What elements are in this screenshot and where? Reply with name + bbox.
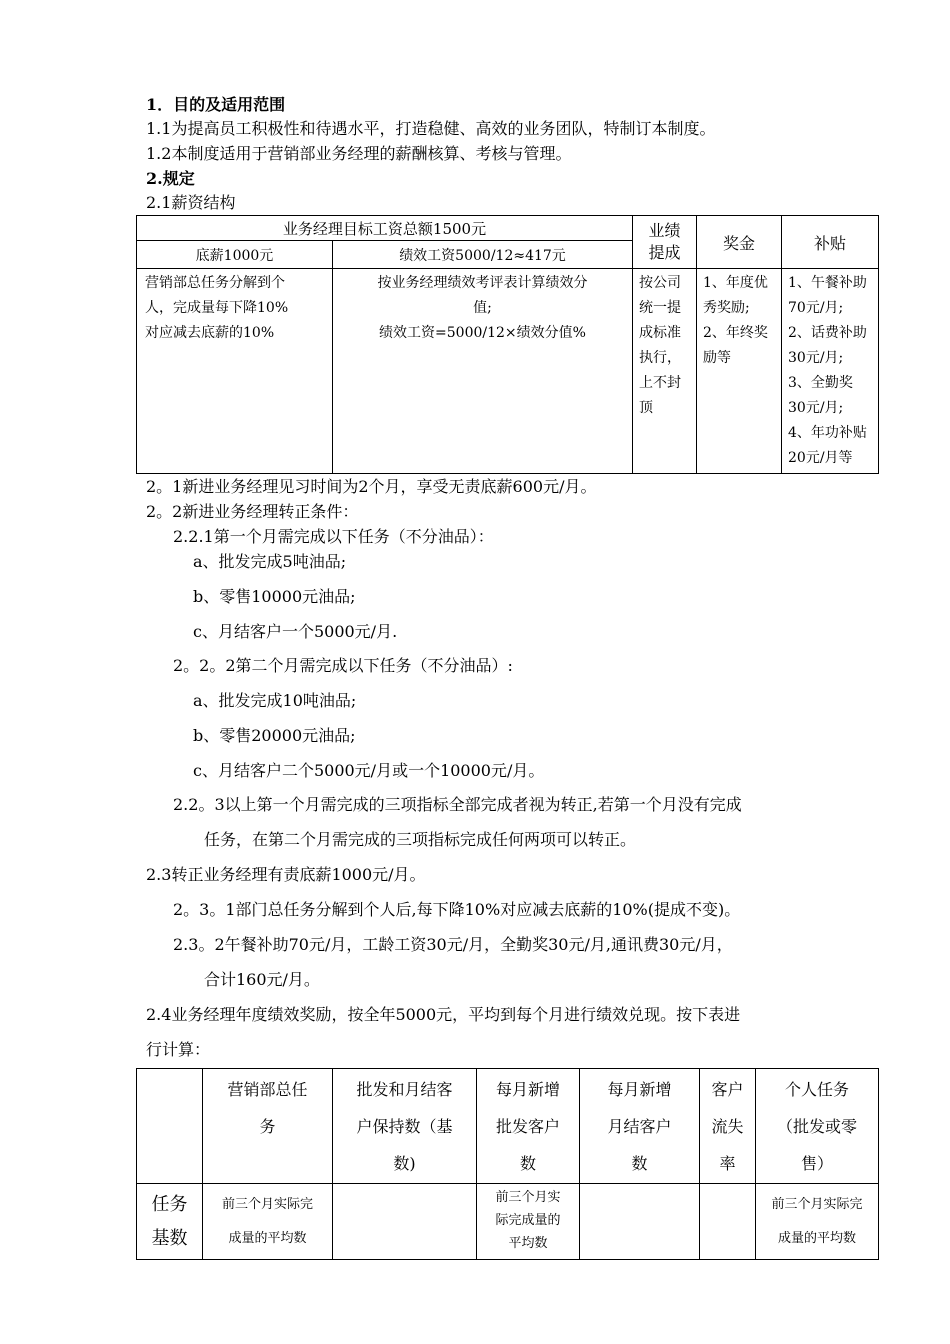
paragraph-2-3: 2.3转正业务经理有责底薪1000元/月。 — [146, 865, 426, 884]
col-header-new-wholesale: 每月新增 批发客户 数 — [477, 1069, 580, 1184]
cell-new-wholesale-base: 前三个月实 际完成量的 平均数 — [477, 1184, 580, 1260]
list-item: a、批发完成10吨油品; — [193, 691, 357, 710]
cell-personal-task-base: 前三个月实际完 成量的平均数 — [756, 1184, 879, 1260]
performance-pay-header: 绩效工资5000/12≈417元 — [333, 241, 633, 269]
paragraph-2-2-3-cont: 任务，在第二个月需完成的三项指标完成任何两项可以转正。 — [204, 830, 637, 849]
list-item: b、零售10000元油品; — [193, 587, 356, 606]
paragraph-2-2: 2。2新进业务经理转正条件： — [146, 502, 359, 521]
corner-cell — [137, 1069, 203, 1184]
paragraph-2-2-1: 2.2.1第一个月需完成以下任务（不分油品）： — [173, 527, 494, 546]
paragraph-2-3-2: 2.3。2午餐补助70元/月，工龄工资30元/月，全勤奖30元/月,通讯费30元/月， — [173, 935, 733, 954]
paragraph-2-3-2-cont: 合计160元/月。 — [204, 970, 320, 989]
list-item: c、月结客户二个5000元/月或一个10000元/月。 — [193, 761, 545, 780]
target-salary-header: 业务经理目标工资总额1500元 — [137, 216, 633, 241]
col-header-new-monthly: 每月新增 月结客户 数 — [580, 1069, 700, 1184]
subheading-2-1: 2.1薪资结构 — [146, 193, 236, 212]
col-header-churn-rate: 客户 流失 率 — [700, 1069, 756, 1184]
paragraph-2-4-cont: 行计算： — [146, 1040, 211, 1059]
list-item: b、零售20000元油品; — [193, 726, 356, 745]
row-label-task-base: 任务 基数 — [137, 1184, 203, 1260]
paragraph-2-1: 2。1新进业务经理见习时间为2个月，享受无责底薪600元/月。 — [146, 477, 597, 496]
performance-pay-detail: 按业务经理绩效考评表计算绩效分 值; 绩效工资=5000/12×绩效分值% — [333, 269, 633, 474]
section-heading-1: 1．目的及适用范围 — [146, 95, 286, 114]
bonus-detail: 1、年度优 秀奖励; 2、年终奖 励等 — [697, 269, 782, 474]
col-header-personal-task: 个人任务 （批发或零 售） — [756, 1069, 879, 1184]
base-salary-detail: 营销部总任务分解到个 人，完成量每下降10% 对应减去底薪的10% — [137, 269, 333, 474]
salary-structure-table — [136, 215, 879, 474]
base-salary-header: 底薪1000元 — [137, 241, 333, 269]
list-item: c、月结客户一个5000元/月. — [193, 622, 398, 641]
commission-detail: 按公司 统一提 成标准 执行， 上不封 顶 — [633, 269, 697, 474]
paragraph-1-1: 1.1为提高员工积极性和待遇水平，打造稳健、高效的业务团队，特制订本制度。 — [146, 119, 716, 138]
cell-dept-task-base: 前三个月实际完 成量的平均数 — [203, 1184, 333, 1260]
list-item: a、批发完成5吨油品; — [193, 552, 347, 571]
paragraph-2-2-3: 2.2。3以上第一个月需完成的三项指标全部完成者视为转正,若第一个月没有完成 — [173, 795, 742, 814]
paragraph-1-2: 1.2本制度适用于营销部业务经理的薪酬核算、考核与管理。 — [146, 144, 572, 163]
section-heading-2: 2.规定 — [146, 169, 195, 188]
cell-empty — [700, 1184, 756, 1260]
commission-header: 业绩 提成 — [633, 216, 697, 269]
allowance-header: 补贴 — [782, 216, 879, 269]
allowance-detail: 1、午餐补助 70元/月; 2、话费补助 30元/月; 3、全勤奖 30元/月; 4、年功补贴 20元/月等 — [782, 269, 879, 474]
col-header-customer-count: 批发和月结客 户保持数（基 数) — [333, 1069, 477, 1184]
paragraph-2-3-1: 2。3。1部门总任务分解到个人后,每下降10%对应减去底薪的10%(提成不变)。 — [173, 900, 741, 919]
cell-empty — [333, 1184, 477, 1260]
col-header-dept-task: 营销部总任 务 — [203, 1069, 333, 1184]
paragraph-2-2-2: 2。2。2第二个月需完成以下任务（不分油品）: — [173, 656, 513, 675]
cell-empty — [580, 1184, 700, 1260]
performance-reward-table — [136, 1068, 879, 1260]
bonus-header: 奖金 — [697, 216, 782, 269]
paragraph-2-4: 2.4业务经理年度绩效奖励，按全年5000元，平均到每个月进行绩效兑现。按下表进 — [146, 1005, 741, 1024]
